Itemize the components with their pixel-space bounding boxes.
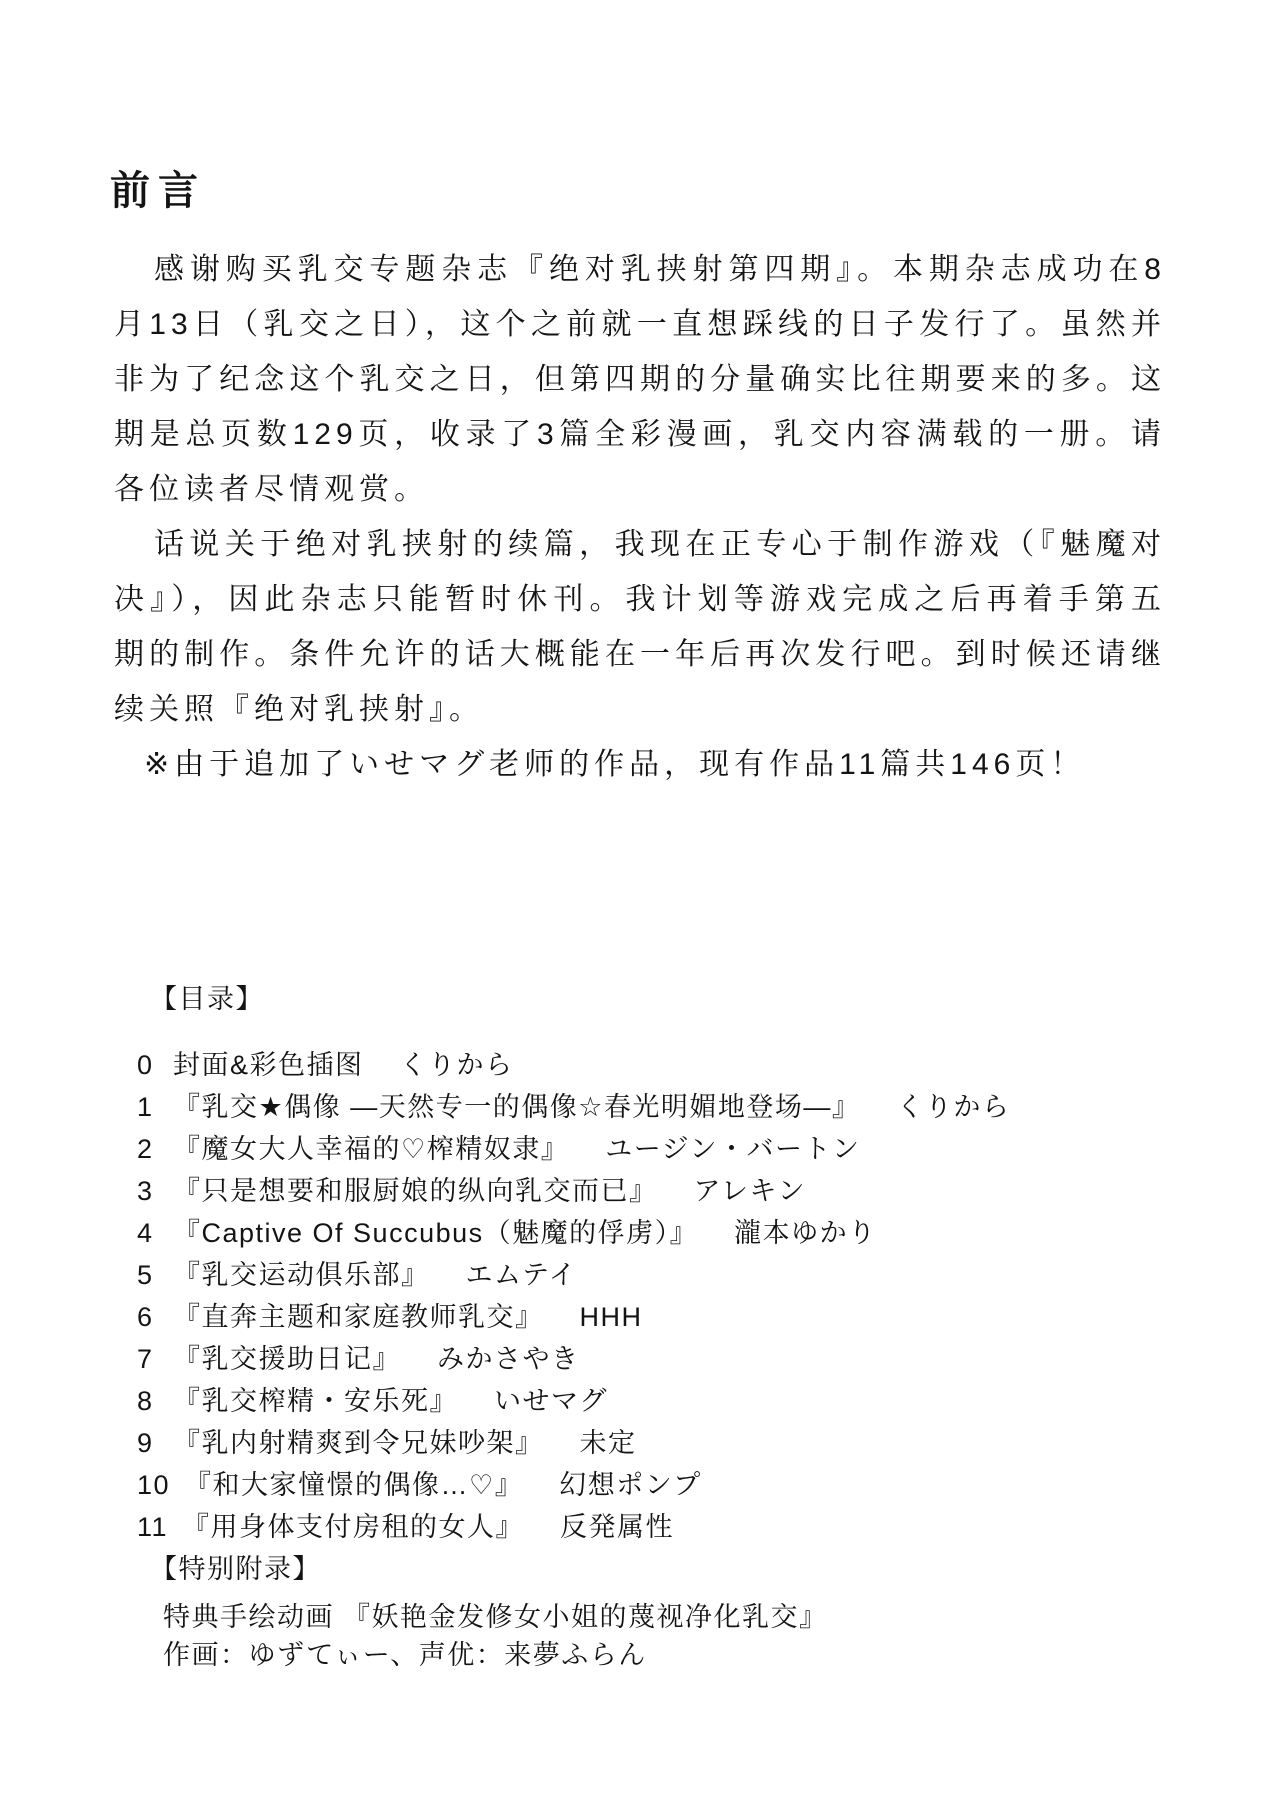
toc-item-title: 『用身体支付房租的女人』 xyxy=(182,1512,525,1542)
toc-row xyxy=(0,1254,1280,1296)
toc-row xyxy=(0,1380,1280,1422)
toc-row xyxy=(0,1128,1280,1170)
toc-item-title: 『乳交运动俱乐部』 xyxy=(173,1260,430,1290)
toc-item-number: 1 xyxy=(137,1092,154,1122)
toc-item-title: 『乳交援助日记』 xyxy=(173,1344,401,1374)
toc-item-title: 『直奔主题和家庭教师乳交』 xyxy=(173,1302,544,1332)
preface-body xyxy=(114,242,1166,792)
toc-row xyxy=(0,1464,1280,1506)
toc-item-number: 6 xyxy=(137,1302,154,1332)
toc-item-title: 封面&彩色插图 xyxy=(173,1050,364,1080)
toc-row xyxy=(0,1506,1280,1548)
toc-item-author: みかさやき xyxy=(437,1344,580,1374)
appendix-credits-line: 作画：ゆずてぃー、声优：来夢ふらん xyxy=(163,1640,647,1670)
toc-item-number: 8 xyxy=(137,1386,154,1416)
toc-row xyxy=(0,1170,1280,1212)
toc-row xyxy=(0,1338,1280,1380)
page-title: 前言 xyxy=(110,169,206,213)
toc-item-number: 2 xyxy=(137,1134,154,1164)
toc-item-author: エムテイ xyxy=(465,1260,578,1290)
toc-item-title: 『乳交★偶像 —天然专一的偶像☆春光明媚地登场—』 xyxy=(173,1092,861,1122)
appendix-header: 【特别附录】 xyxy=(150,1554,321,1584)
toc-item-author: 反発属性 xyxy=(560,1512,675,1542)
toc-item-number: 0 xyxy=(137,1050,154,1080)
toc-item-author: くりから xyxy=(399,1050,514,1080)
toc-item-title: 『乳内射精爽到令兄妹吵架』 xyxy=(173,1428,544,1458)
toc-item-number: 7 xyxy=(137,1344,154,1374)
toc-row xyxy=(0,1422,1280,1464)
toc-item-author: 瀧本ゆかり xyxy=(734,1218,877,1248)
toc-item-title: 『Captive Of Succubus（魅魔的俘虏）』 xyxy=(173,1218,699,1248)
toc-item-author: HHH xyxy=(579,1302,643,1332)
toc-item-number: 3 xyxy=(137,1176,154,1206)
toc-list xyxy=(0,1044,1280,1548)
toc-item-author: いせマグ xyxy=(494,1386,608,1416)
toc-item-number: 11 xyxy=(137,1512,169,1542)
toc-item-title: 『和大家憧憬的偶像…♡』 xyxy=(184,1470,524,1500)
toc-item-author: 未定 xyxy=(579,1428,637,1458)
addendum-note: ※由于追加了いせマグ老师的作品，现有作品11篇共146页！ xyxy=(144,748,1086,781)
toc-item-title: 『魔女大人幸福的♡榨精奴隶』 xyxy=(173,1134,570,1164)
toc-item-title: 『只是想要和服厨娘的纵向乳交而已』 xyxy=(173,1176,658,1206)
toc-item-author: アレキン xyxy=(693,1176,807,1206)
appendix-animation-line: 特典手绘动画 『妖艳金发修女小姐的蔑视净化乳交』 xyxy=(163,1602,828,1632)
toc-item-number: 9 xyxy=(137,1428,154,1458)
toc-row xyxy=(0,1086,1280,1128)
preface-paragraph-2: 话说关于绝对乳挟射的续篇，我现在正专心于制作游戏（『魅魔对决』），因此杂志只能暂时休刊。我计划等游戏完成之后再着手第五期的制作。条件允许的话大概能在一年后再次发行吧。到时候还请继续关照『绝对乳挟射』。 xyxy=(114,528,1166,726)
toc-item-number: 10 xyxy=(137,1470,171,1500)
toc-header: 【目录】 xyxy=(150,984,264,1014)
toc-item-author: 幻想ポンプ xyxy=(559,1470,702,1500)
preface-paragraph-1: 感谢购买乳交专题杂志『绝对乳挟射第四期』。本期杂志成功在8月13日（乳交之日），这个之前就一直想踩线的日子发行了。虽然并非为了纪念这个乳交之日，但第四期的分量确实比往期要来的多。这期是总页数129页，收录了3篇全彩漫画，乳交内容满载的一册。请各位读者尽情观赏。 xyxy=(114,253,1166,506)
table-of-contents xyxy=(0,978,1280,1674)
toc-item-number: 4 xyxy=(137,1218,154,1248)
toc-row xyxy=(0,1212,1280,1254)
toc-item-title: 『乳交榨精・安乐死』 xyxy=(173,1386,458,1416)
toc-item-number: 5 xyxy=(137,1260,154,1290)
toc-row xyxy=(0,1044,1280,1086)
toc-row xyxy=(0,1296,1280,1338)
toc-item-author: ユージン・バートン xyxy=(605,1134,861,1164)
toc-item-author: くりから xyxy=(896,1092,1011,1122)
